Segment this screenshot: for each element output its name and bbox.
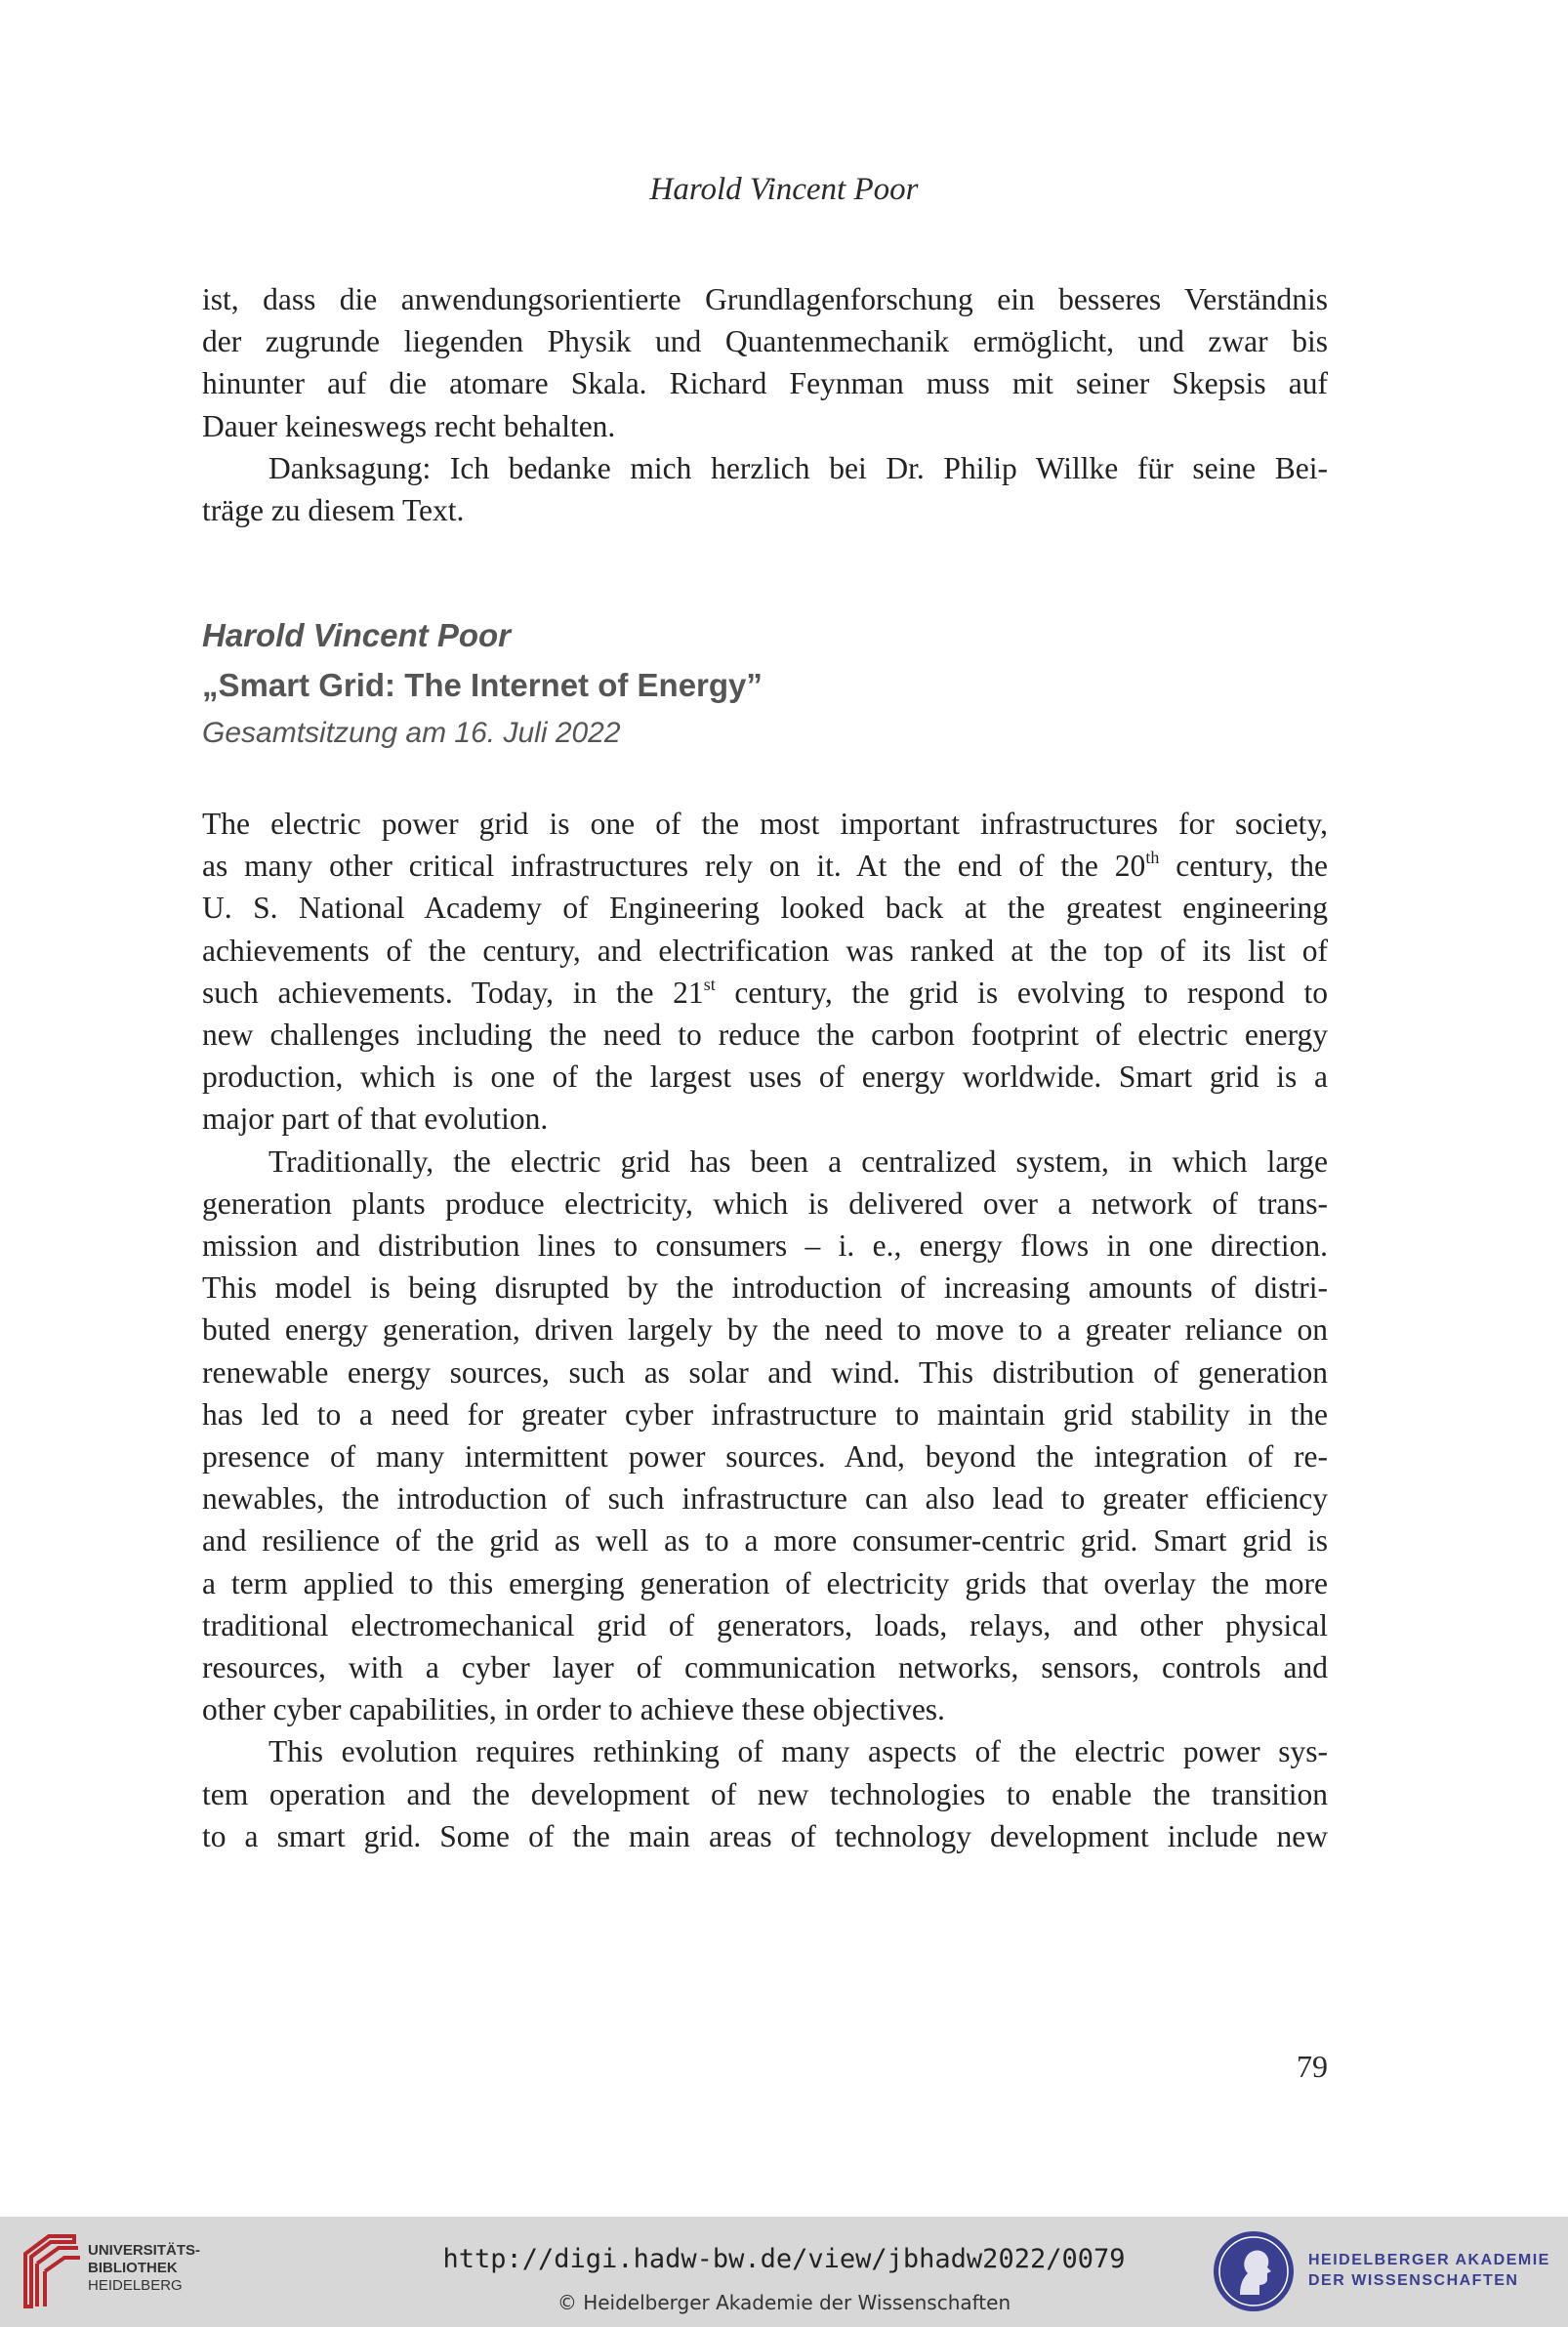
paragraph xyxy=(202,803,1328,1141)
text-line: a term applied to this emerging generation of electricity grids that overlay the more xyxy=(202,1565,1328,1600)
paragraph xyxy=(202,1141,1328,1731)
text-line: This evolution requires rethinking of many aspects of the electric power sys- xyxy=(268,1734,1328,1769)
text-line: U. S. National Academy of Engineering looked back at the greatest engineering xyxy=(202,891,1328,926)
text-line: and resilience of the grid as well as to a more consumer-centric grid. Smart grid is xyxy=(202,1523,1328,1558)
text-line: generation plants produce electricity, which is delivered over a network of trans- xyxy=(202,1185,1328,1221)
text-line: Dauer keineswegs recht behalten. xyxy=(202,408,616,443)
text-line: such achievements. Today, in the 21st century, the grid is evolving to respond to xyxy=(202,974,1328,1010)
academy-line: DER WISSENSCHAFTEN xyxy=(1308,2272,1519,2289)
text-line: as many other critical infrastructures rely on it. At the end of the 20th century, the xyxy=(202,848,1328,884)
page-number: 79 xyxy=(1297,2049,1328,2084)
academy-name xyxy=(1308,2250,1550,2291)
body-text-top xyxy=(202,278,1328,531)
text-line: production, which is one of the largest uses of energy worldwide. Smart grid is a xyxy=(202,1060,1328,1095)
paragraph xyxy=(202,1730,1328,1857)
paragraph xyxy=(202,447,1328,531)
text-line: renewable energy sources, such as solar and wind. This distribution of generation xyxy=(202,1354,1328,1390)
text-line: buted energy generation, driven largely by the need to move to a greater reliance on xyxy=(202,1312,1328,1348)
text-line: traditional electromechanical grid of generators, loads, relays, and other physical xyxy=(202,1607,1328,1642)
library-line: UNIVERSITÄTS- xyxy=(88,2242,201,2259)
section-author: Harold Vincent Poor xyxy=(202,617,511,653)
body-text-main xyxy=(202,803,1328,1857)
text-line: Danksagung: Ich bedanke mich herzlich bei Dr. Philip Willke für seine Bei- xyxy=(268,450,1328,485)
text-line: mission and distribution lines to consumers – i. e., energy flows in one direction. xyxy=(202,1228,1328,1264)
text-line: träge zu diesem Text. xyxy=(202,493,465,528)
section-title: „Smart Grid: The Internet of Energy” xyxy=(202,667,763,703)
text-line: Traditionally, the electric grid has been a centralized system, in which large xyxy=(268,1143,1328,1179)
library-line: HEIDELBERG xyxy=(88,2277,183,2294)
paragraph xyxy=(202,278,1328,447)
viewer-footer xyxy=(0,2217,1568,2327)
text-line: has led to a need for greater cyber infrastructure to maintain grid stability in the xyxy=(202,1396,1328,1432)
text-line: hinunter auf die atomare Skala. Richard Feynman muss mit seiner Skepsis auf xyxy=(202,366,1328,401)
text-line: This model is being disrupted by the introduction of increasing amounts of distri- xyxy=(202,1270,1328,1306)
text-line: other cyber capabilities, in order to achieve these objectives. xyxy=(202,1692,945,1727)
text-line: tem operation and the development of new technologies to enable the transition xyxy=(202,1776,1328,1811)
text-line: ist, dass die anwendungsorientierte Grundlagenforschung ein besseres Verständnis xyxy=(202,282,1328,316)
text-line: major part of that evolution. xyxy=(202,1101,549,1137)
text-line: The electric power grid is one of the most important infrastructures for society, xyxy=(202,807,1328,841)
text-line: achievements of the century, and electrification was ranked at the top of its list of xyxy=(202,933,1328,968)
text-line: resources, with a cyber layer of communication networks, sensors, controls and xyxy=(202,1650,1328,1685)
text-line: presence of many intermittent power sources. And, beyond the integration of re- xyxy=(202,1439,1328,1475)
text-line: newables, the introduction of such infrastructure can also lead to greater efficiency xyxy=(202,1481,1328,1517)
text-line: new challenges including the need to reduce the carbon footprint of electric energy xyxy=(202,1018,1328,1053)
copyright-notice: © Heidelberger Akademie der Wissenschaften xyxy=(557,2291,1011,2314)
section-heading xyxy=(202,611,1328,756)
library-line: BIBLIOTHEK xyxy=(88,2260,178,2276)
academy-seal-icon[interactable] xyxy=(1211,2228,1297,2314)
section-session: Gesamtsitzung am 16. Juli 2022 xyxy=(202,717,621,749)
academy-line: HEIDELBERGER AKADEMIE xyxy=(1308,2252,1550,2268)
running-head: Harold Vincent Poor xyxy=(649,172,919,207)
text-line: to a smart grid. Some of the main areas of technology development include new xyxy=(202,1818,1328,1853)
text-line: der zugrunde liegenden Physik und Quantenmechanik ermöglicht, und zwar bis xyxy=(202,324,1328,359)
permalink-url[interactable]: http://digi.hadw-bw.de/view/jbhadw2022/0079 xyxy=(442,2244,1126,2274)
